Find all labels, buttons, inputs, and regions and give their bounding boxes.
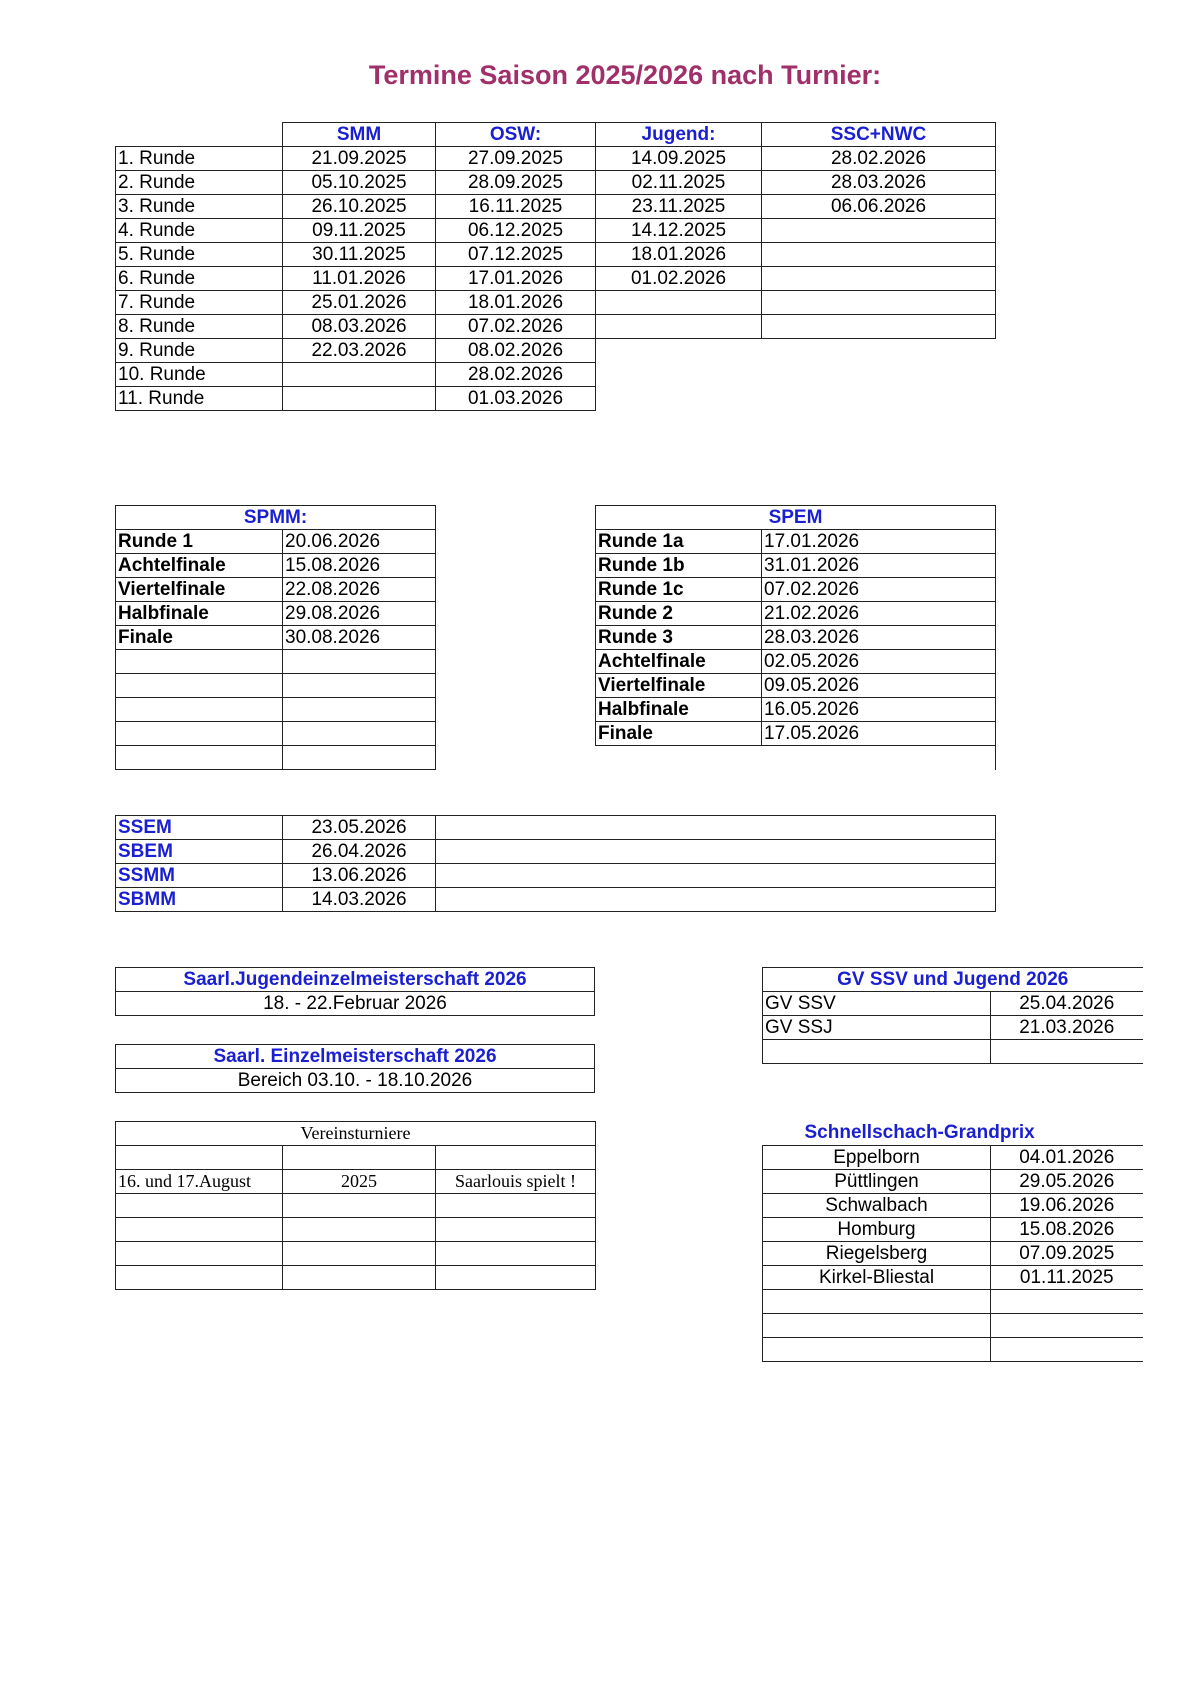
club-tournament-date: 16. und 17.August [116, 1170, 283, 1194]
spem-round-label: Runde 1c [596, 578, 762, 602]
jugend-date: 01.02.2026 [596, 267, 762, 291]
header-smm: SMM [283, 123, 436, 147]
grandprix-place: Kirkel-Bliestal [763, 1265, 991, 1289]
table-row [116, 195, 996, 219]
spem-table [595, 505, 996, 770]
spmm-date: 29.08.2026 [283, 602, 436, 626]
table-row [116, 315, 996, 339]
round-label: 7. Runde [116, 291, 283, 315]
table-row [116, 219, 996, 243]
grandprix-place: Schwalbach [763, 1193, 991, 1217]
grandprix-date: 01.11.2025 [991, 1265, 1143, 1289]
table-row [763, 1265, 1143, 1289]
table-row [116, 888, 996, 912]
table-row [116, 267, 996, 291]
youth-championship-table [115, 967, 595, 1016]
table-row [763, 1289, 1143, 1313]
table-row [116, 554, 436, 578]
table-row [116, 674, 436, 698]
championship-label: SSEM [116, 816, 283, 840]
round-label: 1. Runde [116, 147, 283, 171]
club-tournaments-title: Vereinsturniere [116, 1122, 596, 1146]
table-row [763, 1193, 1143, 1217]
table-row [116, 171, 996, 195]
jugend-date: 14.09.2025 [596, 147, 762, 171]
round-label: 8. Runde [116, 315, 283, 339]
smm-date: 26.10.2025 [283, 195, 436, 219]
ssc-date [762, 243, 996, 267]
header-ssc-nwc: SSC+NWC [762, 123, 996, 147]
ssc-date [762, 315, 996, 339]
assembly-date: 21.03.2026 [991, 1016, 1143, 1040]
round-label: 5. Runde [116, 243, 283, 267]
assembly-label: GV SSJ [763, 1016, 991, 1040]
championship-date: 23.05.2026 [283, 816, 436, 840]
table-row [116, 840, 996, 864]
osw-date: 28.02.2026 [436, 363, 596, 387]
table-row [596, 674, 996, 698]
spem-round-label: Finale [596, 722, 762, 746]
table-row [763, 1217, 1143, 1241]
round-label: 9. Runde [116, 339, 283, 363]
jugend-date: 14.12.2025 [596, 219, 762, 243]
smm-date: 21.09.2025 [283, 147, 436, 171]
ssc-date [762, 219, 996, 243]
grandprix-date: 04.01.2026 [991, 1145, 1143, 1169]
table-row [596, 602, 996, 626]
round-label: 4. Runde [116, 219, 283, 243]
spem-date: 02.05.2026 [762, 650, 996, 674]
table-row [116, 602, 436, 626]
smm-date: 25.01.2026 [283, 291, 436, 315]
grandprix-title: Schnellschach-Grandprix [804, 1122, 1035, 1144]
ssc-date [762, 267, 996, 291]
osw-date: 18.01.2026 [436, 291, 596, 315]
table-row [116, 1170, 596, 1194]
championship-label: SBEM [116, 840, 283, 864]
championship-label: SBMM [116, 888, 283, 912]
table-row [116, 1146, 596, 1170]
table-row [116, 698, 436, 722]
table-row [763, 1040, 1143, 1064]
table-row [763, 1241, 1143, 1265]
grandprix-date: 29.05.2026 [991, 1169, 1143, 1193]
osw-date: 01.03.2026 [436, 387, 596, 411]
table-row [116, 864, 996, 888]
smm-date: 30.11.2025 [283, 243, 436, 267]
spem-date: 17.05.2026 [762, 722, 996, 746]
round-label: 10. Runde [116, 363, 283, 387]
championships-table [115, 815, 996, 912]
ssc-date: 28.03.2026 [762, 171, 996, 195]
spmm-table [115, 505, 436, 770]
spem-round-label: Runde 1b [596, 554, 762, 578]
spem-date: 16.05.2026 [762, 698, 996, 722]
grandprix-date: 07.09.2025 [991, 1241, 1143, 1265]
spmm-date: 15.08.2026 [283, 554, 436, 578]
spem-round-label: Runde 1a [596, 530, 762, 554]
table-row [116, 722, 436, 746]
table-row [116, 1218, 596, 1242]
table-row [116, 1266, 596, 1290]
spmm-title: SPMM: [116, 506, 436, 530]
spem-date: 17.01.2026 [762, 530, 996, 554]
championship-date: 13.06.2026 [283, 864, 436, 888]
spem-date: 07.02.2026 [762, 578, 996, 602]
table-row [596, 746, 996, 770]
table-row [116, 746, 436, 770]
spmm-round-label: Viertelfinale [116, 578, 283, 602]
smm-date: 05.10.2025 [283, 171, 436, 195]
table-row [763, 1145, 1143, 1169]
osw-date: 16.11.2025 [436, 195, 596, 219]
club-tournaments-table [115, 1121, 596, 1290]
table-row [763, 1337, 1143, 1361]
osw-date: 07.02.2026 [436, 315, 596, 339]
table-row [116, 291, 996, 315]
smm-date: 08.03.2026 [283, 315, 436, 339]
individual-championship-table [115, 1044, 595, 1093]
general-assembly-table [762, 967, 1143, 1064]
table-row [116, 650, 436, 674]
round-label: 3. Runde [116, 195, 283, 219]
table-row [116, 530, 436, 554]
grandprix-date: 19.06.2026 [991, 1193, 1143, 1217]
individual-championship-title: Saarl. Einzelmeisterschaft 2026 [116, 1045, 595, 1069]
smm-date: 22.03.2026 [283, 339, 436, 363]
ssc-date: 06.06.2026 [762, 195, 996, 219]
assembly-date: 25.04.2026 [991, 992, 1143, 1016]
osw-date: 17.01.2026 [436, 267, 596, 291]
table-row [116, 147, 996, 171]
osw-date: 08.02.2026 [436, 339, 596, 363]
spem-round-label: Viertelfinale [596, 674, 762, 698]
jugend-date: 23.11.2025 [596, 195, 762, 219]
spem-date: 21.02.2026 [762, 602, 996, 626]
assembly-label: GV SSV [763, 992, 991, 1016]
jugend-date [596, 291, 762, 315]
grandprix-place: Riegelsberg [763, 1241, 991, 1265]
spem-date: 28.03.2026 [762, 626, 996, 650]
table-row [116, 578, 436, 602]
table-row [596, 722, 996, 746]
grandprix-date: 15.08.2026 [991, 1217, 1143, 1241]
table-row [116, 387, 996, 411]
jugend-date [596, 315, 762, 339]
smm-date [283, 387, 436, 411]
osw-date: 27.09.2025 [436, 147, 596, 171]
osw-date: 06.12.2025 [436, 219, 596, 243]
spmm-round-label: Runde 1 [116, 530, 283, 554]
championship-label: SSMM [116, 864, 283, 888]
table-row [116, 816, 996, 840]
general-assembly-title: GV SSV und Jugend 2026 [763, 968, 1143, 992]
spem-round-label: Achtelfinale [596, 650, 762, 674]
table-row [116, 1194, 596, 1218]
championship-date: 14.03.2026 [283, 888, 436, 912]
table-row [596, 530, 996, 554]
grandprix-place: Homburg [763, 1217, 991, 1241]
youth-championship-date: 18. - 22.Februar 2026 [116, 992, 595, 1016]
round-label: 11. Runde [116, 387, 283, 411]
table-row [763, 1016, 1143, 1040]
table-row [596, 554, 996, 578]
rapid-grandprix-table [762, 1121, 1143, 1362]
smm-date [283, 363, 436, 387]
table-row [763, 1313, 1143, 1337]
club-tournament-name: Saarlouis spielt ! [436, 1170, 596, 1194]
smm-date: 09.11.2025 [283, 219, 436, 243]
osw-date: 28.09.2025 [436, 171, 596, 195]
spmm-round-label: Halbfinale [116, 602, 283, 626]
ssc-date [762, 291, 996, 315]
spmm-date: 30.08.2026 [283, 626, 436, 650]
table-row [116, 626, 436, 650]
club-tournament-year: 2025 [283, 1170, 436, 1194]
championship-date: 26.04.2026 [283, 840, 436, 864]
individual-championship-date: Bereich 03.10. - 18.10.2026 [116, 1069, 595, 1093]
table-row [116, 243, 996, 267]
jugend-date: 02.11.2025 [596, 171, 762, 195]
grandprix-place: Eppelborn [763, 1145, 991, 1169]
page-title: Termine Saison 2025/2026 nach Turnier: [368, 60, 882, 90]
spem-round-label: Runde 3 [596, 626, 762, 650]
smm-date: 11.01.2026 [283, 267, 436, 291]
spmm-date: 20.06.2026 [283, 530, 436, 554]
table-header-row [116, 123, 996, 147]
spem-date: 09.05.2026 [762, 674, 996, 698]
table-row [596, 626, 996, 650]
table-row [596, 650, 996, 674]
spmm-round-label: Finale [116, 626, 283, 650]
jugend-date: 18.01.2026 [596, 243, 762, 267]
table-row [763, 1169, 1143, 1193]
round-label: 6. Runde [116, 267, 283, 291]
header-osw: OSW: [436, 123, 596, 147]
youth-championship-title: Saarl.Jugendeinzelmeisterschaft 2026 [116, 968, 595, 992]
header-jugend: Jugend: [596, 123, 762, 147]
spem-round-label: Halbfinale [596, 698, 762, 722]
grandprix-place: Püttlingen [763, 1169, 991, 1193]
table-row [116, 1242, 596, 1266]
ssc-date: 28.02.2026 [762, 147, 996, 171]
table-row [116, 339, 996, 363]
table-row [596, 578, 996, 602]
spem-round-label: Runde 2 [596, 602, 762, 626]
season-schedule-table [115, 122, 996, 411]
spem-title: SPEM [596, 506, 996, 530]
spem-date: 31.01.2026 [762, 554, 996, 578]
spmm-date: 22.08.2026 [283, 578, 436, 602]
spmm-round-label: Achtelfinale [116, 554, 283, 578]
table-row [763, 992, 1143, 1016]
table-row [596, 698, 996, 722]
round-label: 2. Runde [116, 171, 283, 195]
osw-date: 07.12.2025 [436, 243, 596, 267]
table-row [116, 363, 996, 387]
